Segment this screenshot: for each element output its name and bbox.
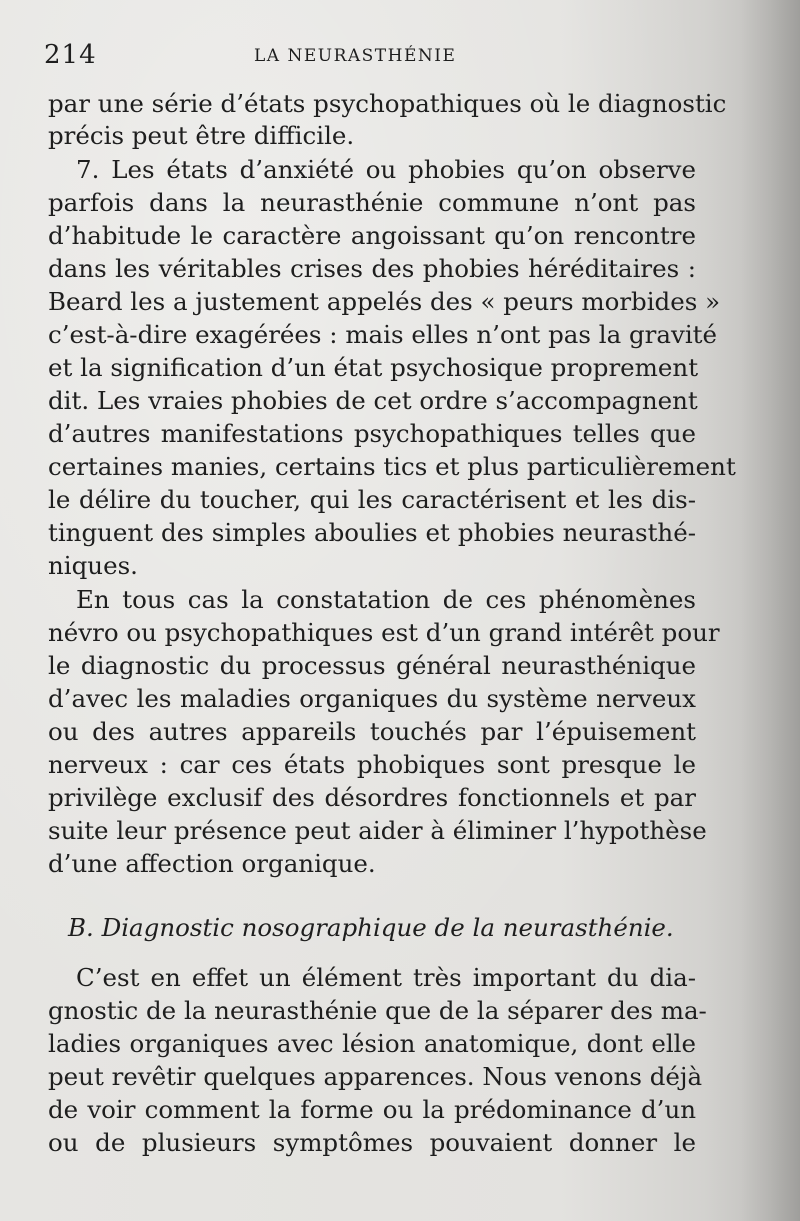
- text-line: d’habitude le caractère angoissant qu’on rencontre: [48, 221, 696, 250]
- text-line: c’est-à-dire exagérées : mais elles n’ont pas la gravité: [48, 320, 718, 349]
- text-line: le diagnostic du processus général neurasthénique: [48, 651, 696, 680]
- text-line: niques.: [48, 551, 138, 580]
- text-line: ou de plusieurs symptômes pouvaient donner le: [48, 1128, 696, 1157]
- text-line: névro ou psychopathiques est d’un grand intérêt pour: [48, 618, 720, 647]
- text-line: 7. Les états d’anxiété ou phobies qu’on observe: [76, 155, 696, 184]
- page-edge-shadow: [740, 0, 800, 1221]
- text-line: En tous cas la constatation de ces phénomènes: [76, 585, 696, 614]
- text-line: d’autres manifestations psychopathiques telles que: [48, 419, 696, 448]
- text-line: et la signification d’un état psychosique proprement: [48, 353, 699, 382]
- text-line: de voir comment la forme ou la prédominance d’un: [48, 1095, 696, 1124]
- text-line: ladies organiques avec lésion anatomique, dont elle: [48, 1029, 696, 1058]
- text-line: nerveux : car ces états phobiques sont presque le: [48, 750, 696, 779]
- text-line: certaines manies, certains tics et plus particulièrement: [48, 452, 736, 481]
- running-title: LA NEURASTHÉNIE: [254, 46, 457, 66]
- text-line: le délire du toucher, qui les caractérisent et les dis-: [48, 485, 696, 514]
- text-line: dans les véritables crises des phobies héréditaires :: [48, 254, 696, 283]
- page-header: [44, 40, 694, 74]
- text-line: gnostic de la neurasthénie que de la séparer des ma-: [48, 996, 707, 1025]
- text-line: parfois dans la neurasthénie commune n’ont pas: [48, 188, 696, 217]
- text-line: ou des autres appareils touchés par l’épuisement: [48, 717, 696, 746]
- text-line: peut revêtir quelques apparences. Nous venons déjà: [48, 1062, 703, 1091]
- text-line: dit. Les vraies phobies de cet ordre s’accompagnent: [48, 386, 698, 415]
- text-line: d’avec les maladies organiques du système nerveux: [48, 684, 696, 713]
- text-line: tinguent des simples aboulies et phobies neurasthé-: [48, 518, 696, 547]
- text-line: Beard les a justement appelés des « peurs morbides »: [48, 287, 721, 316]
- text-line: précis peut être difficile.: [48, 121, 355, 150]
- section-heading: B. Diagnostic nosographique de la neurasthénie.: [68, 913, 674, 942]
- text-line: privilège exclusif des désordres fonctionnels et par: [48, 783, 696, 812]
- text-line: par une série d’états psychopathiques où le diagnostic: [48, 89, 727, 118]
- text-line: suite leur présence peut aider à éliminer l’hypothèse: [48, 816, 707, 845]
- page-number: 214: [44, 40, 97, 70]
- text-line: d’une affection organique.: [48, 849, 376, 878]
- text-line: C’est en effet un élément très important du dia-: [76, 963, 696, 992]
